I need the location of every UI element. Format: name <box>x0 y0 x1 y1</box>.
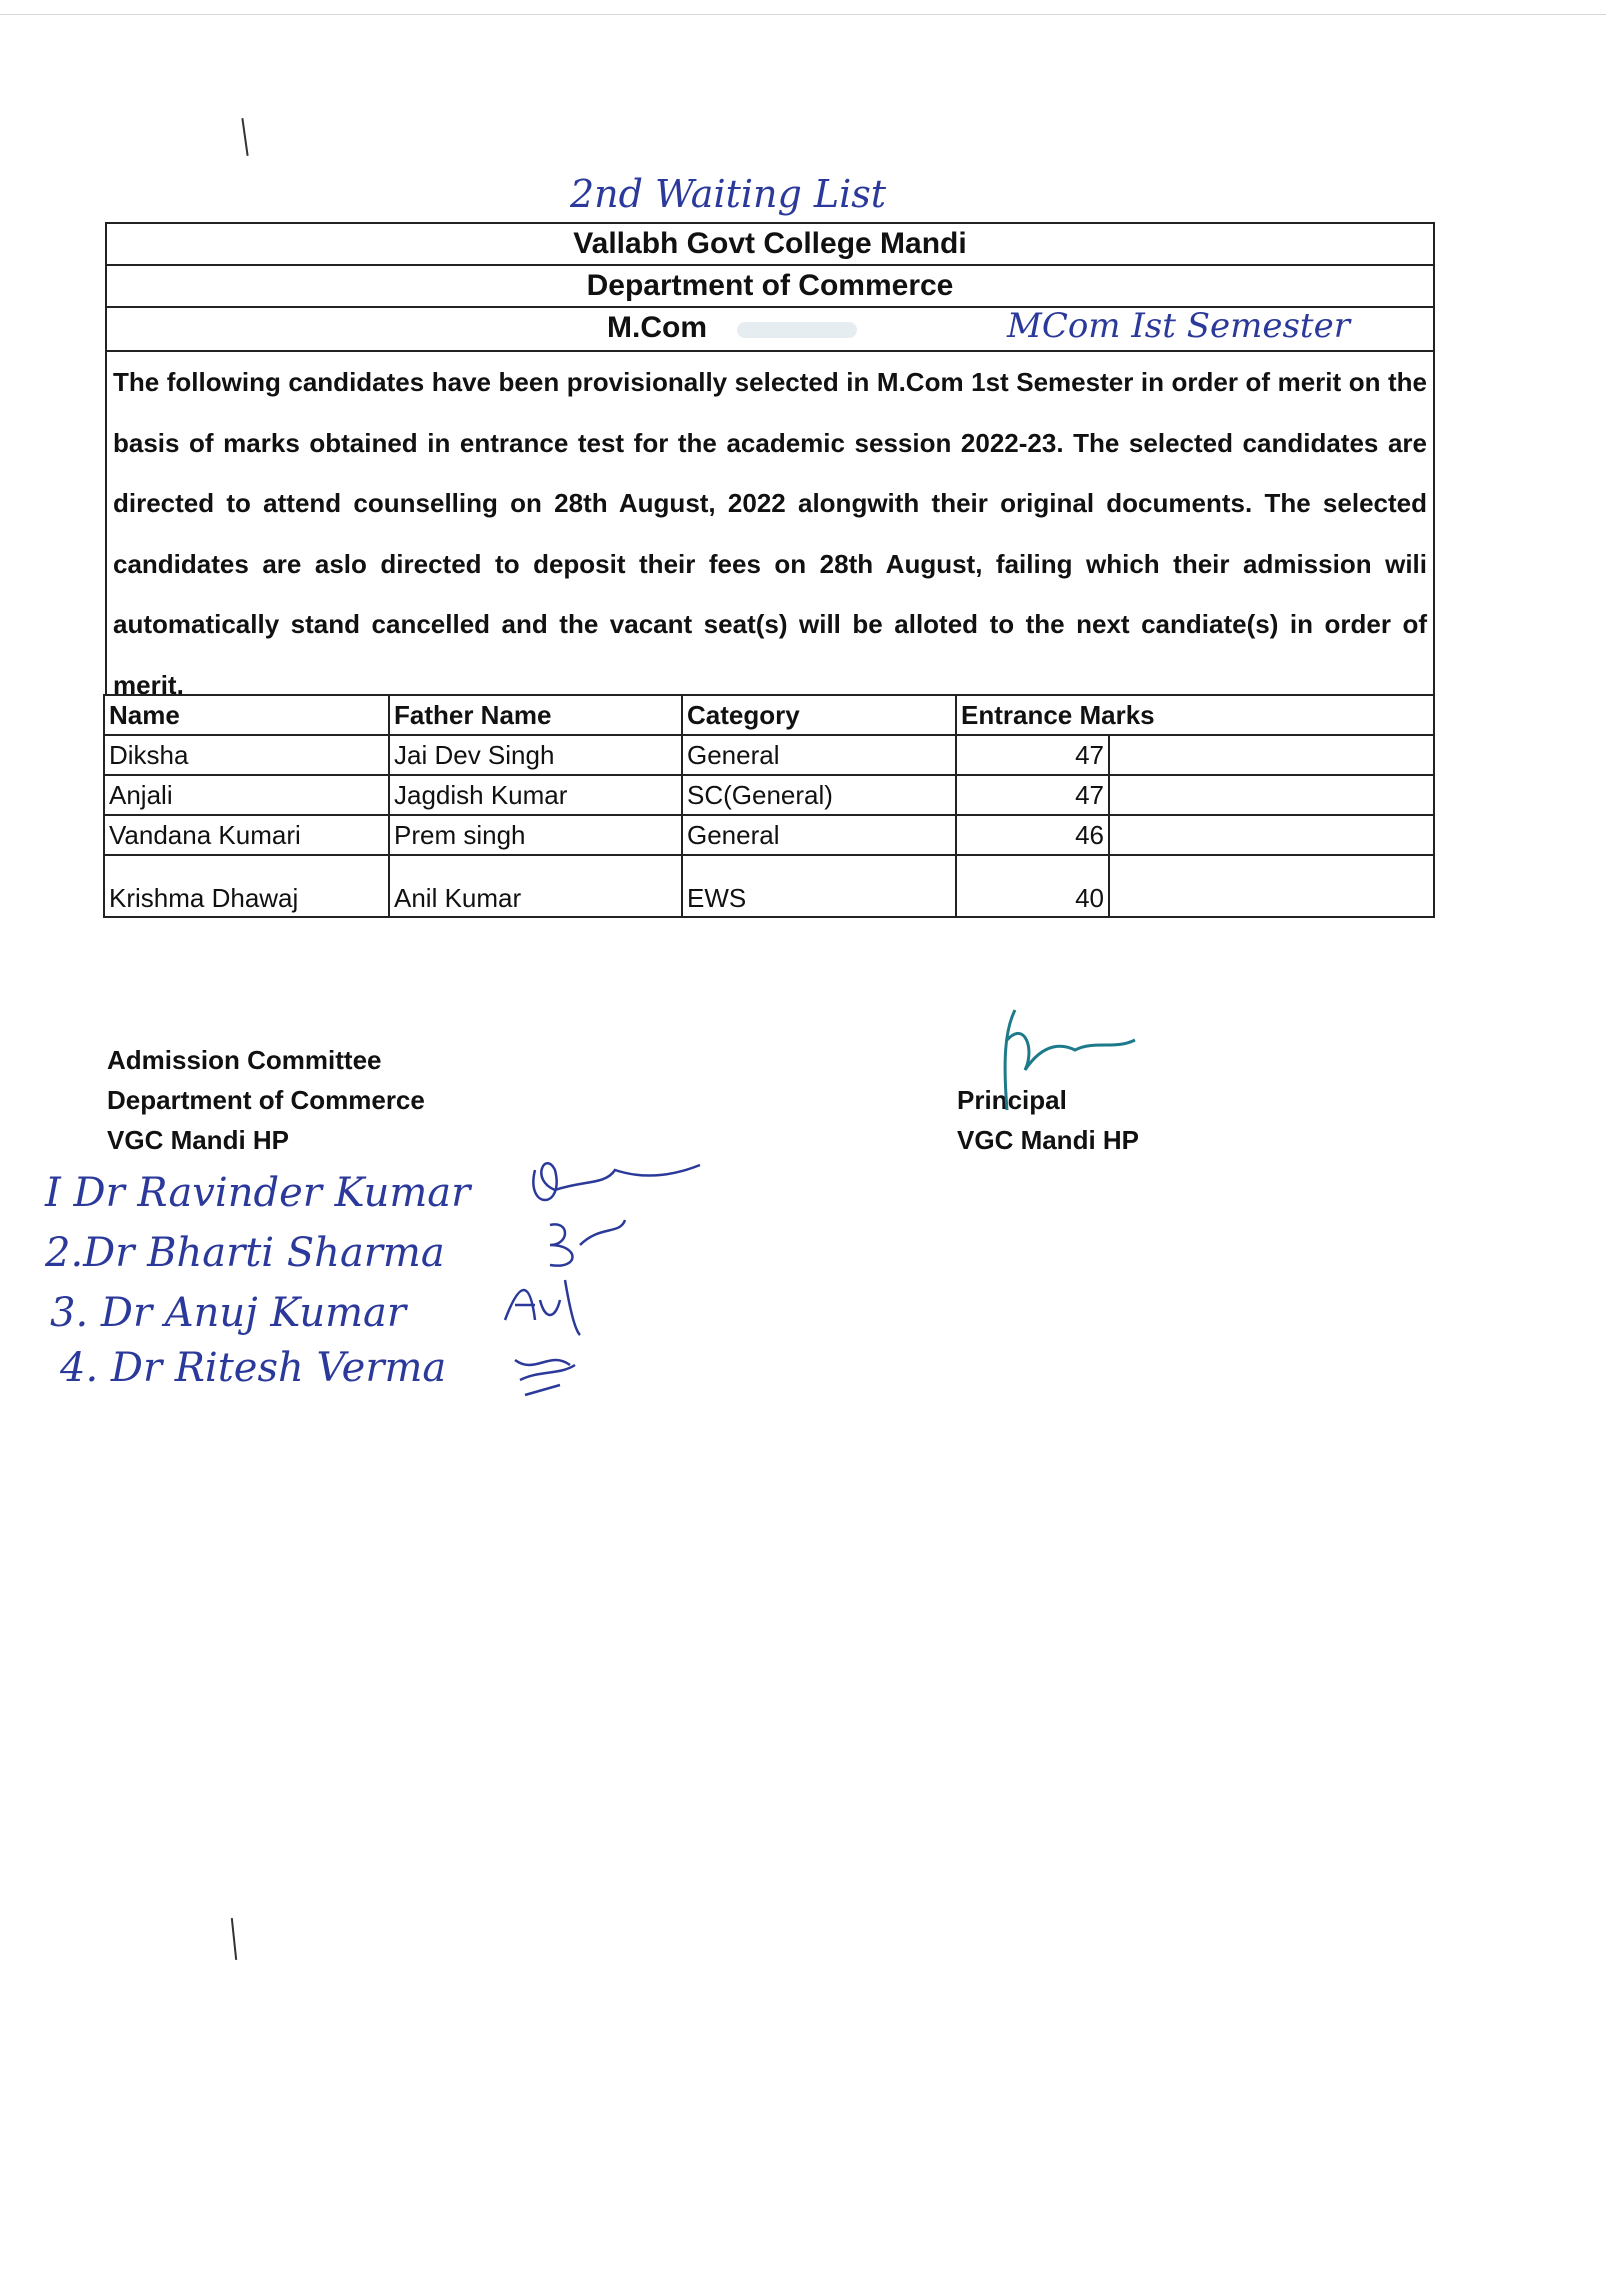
cell-category: General <box>682 815 956 855</box>
cell-name: Diksha <box>104 735 389 775</box>
cell-empty <box>1109 815 1434 855</box>
handwritten-member-2: 2.Dr Bharti Sharma <box>45 1230 445 1276</box>
candidates-table <box>103 694 1435 918</box>
cell-father: Jai Dev Singh <box>389 735 682 775</box>
principal-signature <box>995 1000 1145 1120</box>
col-header-name: Name <box>104 695 389 735</box>
cell-empty <box>1109 735 1434 775</box>
handwritten-member-4: 4. Dr Ritesh Verma <box>60 1345 447 1391</box>
redaction-smudge <box>737 322 857 338</box>
cell-name: Vandana Kumari <box>104 815 389 855</box>
committee-line-2: Department of Commerce <box>107 1085 425 1115</box>
course-name: M.Com <box>607 311 707 344</box>
cell-marks: 40 <box>956 855 1109 917</box>
member-2-signature <box>540 1215 630 1275</box>
table-row <box>104 775 1434 815</box>
col-header-marks: Entrance Marks <box>956 695 1434 735</box>
cell-father: Anil Kumar <box>389 855 682 917</box>
cell-name: Krishma Dhawaj <box>104 855 389 917</box>
cell-category: SC(General) <box>682 775 956 815</box>
department-name: Department of Commerce <box>107 266 1433 308</box>
cell-father: Prem singh <box>389 815 682 855</box>
cell-category: EWS <box>682 855 956 917</box>
notice-paragraph: The following candidates have been provisionally selected in M.Com 1st Semester in order of merit on the basis of marks obtained in entrance test for the academic session 2022-23. The selected candidates are directed to attend counselling on 28th August, 2022 alongwith their original documents. The selected candidates are aslo directed to deposit their fees on 28th August, failing which their admission wili automatically stand cancelled and the vacant seat(s) will be alloted to the next candiate(s) in order of merit. <box>105 350 1435 695</box>
cell-father: Jagdish Kumar <box>389 775 682 815</box>
cell-marks: 46 <box>956 815 1109 855</box>
scan-edge-line <box>0 14 1606 15</box>
header-table <box>105 222 1435 352</box>
cell-category: General <box>682 735 956 775</box>
handwritten-member-3: 3. Dr Anuj Kumar <box>50 1290 406 1336</box>
cell-empty <box>1109 855 1434 917</box>
cell-empty <box>1109 775 1434 815</box>
handwritten-list-title: 2nd Waiting List <box>570 172 887 216</box>
handwritten-semester-note: MCom Ist Semester <box>1007 306 1350 346</box>
course-row <box>107 308 1433 350</box>
cell-name: Anjali <box>104 775 389 815</box>
committee-line-3: VGC Mandi HP <box>107 1125 290 1155</box>
member-3-signature <box>500 1270 590 1340</box>
scan-mark <box>241 118 248 156</box>
cell-marks: 47 <box>956 735 1109 775</box>
cell-marks: 47 <box>956 775 1109 815</box>
scan-mark <box>231 1918 237 1960</box>
table-row <box>104 735 1434 775</box>
member-4-signature <box>510 1345 580 1400</box>
table-row <box>104 855 1434 917</box>
handwritten-member-1: I Dr Ravinder Kumar <box>45 1170 471 1216</box>
principal-line-1: Principal <box>957 1085 1067 1115</box>
college-name: Vallabh Govt College Mandi <box>107 224 1433 266</box>
admission-committee-block <box>107 1040 425 1160</box>
table-header-row <box>104 695 1434 735</box>
col-header-category: Category <box>682 695 956 735</box>
principal-line-2: VGC Mandi HP <box>957 1125 1140 1155</box>
col-header-father: Father Name <box>389 695 682 735</box>
table-row <box>104 815 1434 855</box>
committee-line-1: Admission Committee <box>107 1045 382 1075</box>
